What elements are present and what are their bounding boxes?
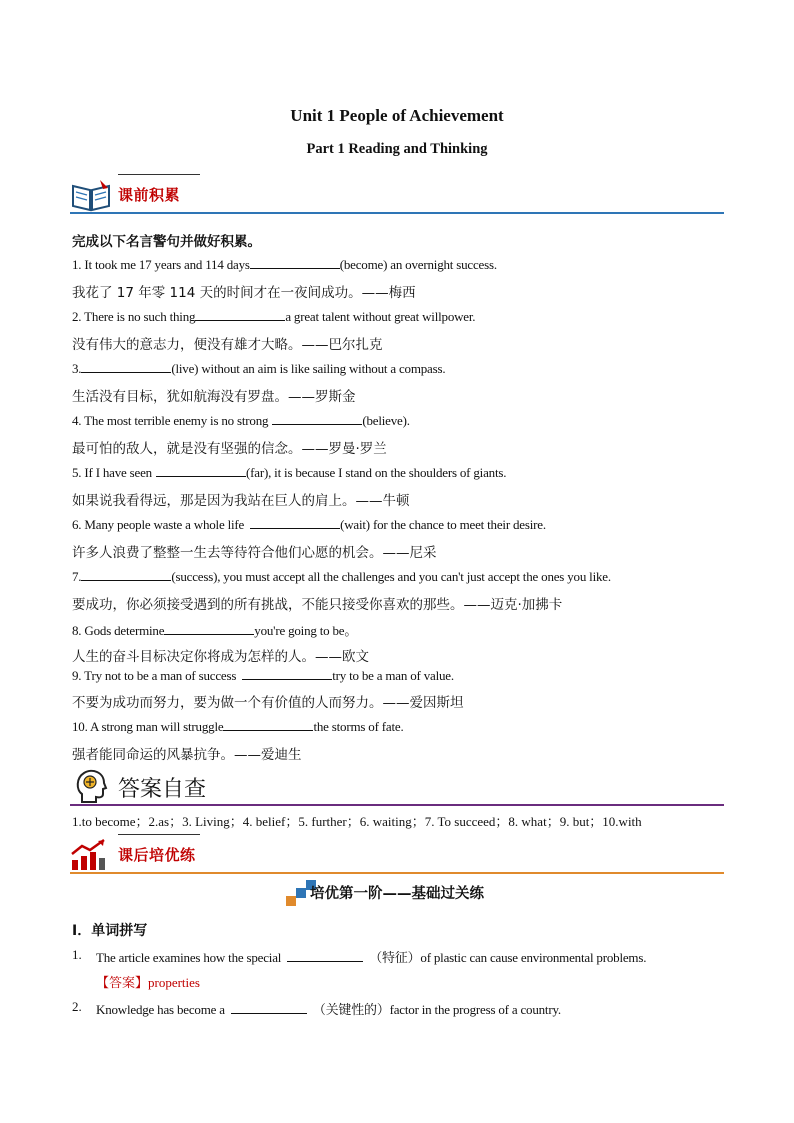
- quote-text: 5. If I have seen: [72, 465, 152, 480]
- answer-check-rule: [70, 804, 724, 806]
- answer-blank[interactable]: [81, 360, 171, 373]
- answer-blank[interactable]: [195, 308, 285, 321]
- quote-text: try to be a man of value.: [332, 668, 454, 683]
- exercise-subheading: I．单词拼写: [72, 923, 148, 939]
- quote-translation-7: 要成功，你必须接受遇到的所有挑战，不能只接受你喜欢的那些。——迈克·加拂卡: [72, 597, 563, 613]
- exercise-number: 1.: [72, 947, 82, 962]
- quote-translation-1: 我花了 17 年零 114 天的时间才在一夜间成功。——梅西: [72, 285, 416, 301]
- exercise-line-1: [96, 947, 646, 966]
- quote-translation-4: 最可怕的敌人，就是没有坚强的信念。——罗曼·罗兰: [72, 441, 387, 457]
- quote-text: you're going to be。: [254, 623, 358, 638]
- exercise-text: （关键性的）factor in the progress of a country.: [312, 1002, 561, 1017]
- quote-text: (wait) for the chance to meet their desire.: [340, 517, 546, 532]
- quote-text: 9. Try not to be a man of success: [72, 668, 237, 683]
- answer-blank[interactable]: [272, 412, 362, 425]
- section-label: 课前积累: [118, 186, 181, 204]
- quote-text: 1. It took me 17 years and 114 days: [72, 257, 250, 272]
- exercise-answer: 【答案】properties: [96, 975, 200, 990]
- exercise-text: The article examines how the special: [96, 950, 282, 965]
- quote-line-4: [72, 412, 410, 429]
- quote-text: the storms of fate.: [313, 719, 404, 734]
- tier-title: 培优第一阶——基础过关练: [310, 886, 484, 902]
- quote-text: 10. A strong man will struggle: [72, 719, 224, 734]
- quote-text: 2. There is no such thing: [72, 309, 196, 324]
- answer-blank[interactable]: [81, 568, 171, 581]
- thinking-head-icon: [72, 768, 108, 804]
- quote-translation-10: 强者能同命运的风暴抗争。——爱迪生: [72, 747, 302, 763]
- quote-translation-2: 没有伟大的意志力，便没有雄才大略。——巴尔扎克: [72, 337, 383, 353]
- heading-short-rule: [118, 834, 200, 835]
- quote-translation-8: 人生的奋斗目标决定你将成为怎样的人。——欧文: [72, 649, 369, 665]
- answer-blank[interactable]: [223, 718, 313, 731]
- answer-blank[interactable]: [287, 949, 363, 962]
- page-subtitle: Part 1 Reading and Thinking: [306, 141, 488, 157]
- quote-text: (live) without an aim is like sailing without a compass.: [171, 361, 446, 376]
- quote-translation-9: 不要为成功而努力，要为做一个有价值的人而努力。——爱因斯坦: [72, 695, 464, 711]
- quote-line-1: [72, 256, 497, 273]
- section-heading-pre-class: [70, 174, 724, 214]
- quote-line-2: [72, 308, 475, 325]
- answer-blank[interactable]: [156, 464, 246, 477]
- quote-line-10: [72, 718, 404, 735]
- quote-line-5: [72, 464, 506, 481]
- quote-text: a great talent without great willpower.: [285, 309, 476, 324]
- quote-line-9: [72, 667, 454, 684]
- quote-text: 6. Many people waste a whole life: [72, 517, 245, 532]
- answer-check-label: 答案自查: [118, 777, 207, 802]
- quote-line-3: [72, 360, 445, 377]
- exercise-text: Knowledge has become a: [96, 1002, 225, 1017]
- answer-blank[interactable]: [250, 516, 340, 529]
- quote-translation-3: 生活没有目标，犹如航海没有罗盘。——罗斯金: [72, 389, 356, 405]
- quote-translation-5: 如果说我看得远，那是因为我站在巨人的肩上。——牛顿: [72, 493, 410, 509]
- answer-check-heading: [70, 768, 724, 806]
- quote-text: (believe).: [362, 413, 410, 428]
- quote-text: (become) an overnight success.: [339, 257, 497, 272]
- section-heading-after-class: [70, 834, 724, 874]
- quote-text: 8. Gods determine: [72, 623, 165, 638]
- quote-text: 4. The most terrible enemy is no strong: [72, 413, 269, 428]
- quote-text: (far), it is because I stand on the shoulders of giants.: [245, 465, 507, 480]
- exercise-text: （特征）of plastic can cause environmental problems.: [369, 950, 647, 965]
- quote-line-6: [72, 516, 546, 533]
- section-label: 课后培优练: [118, 846, 196, 864]
- quote-translation-6: 许多人浪费了整整一生去等待符合他们心愿的机会。——尼采: [72, 545, 437, 561]
- exercise-number: 2.: [72, 999, 82, 1014]
- open-book-icon: [70, 178, 112, 212]
- quote-text: (success), you must accept all the challenges and you can't just accept the ones you like.: [171, 569, 611, 584]
- answer-blank[interactable]: [242, 667, 332, 680]
- answer-blank[interactable]: [164, 622, 254, 635]
- quote-text: 3.: [72, 361, 82, 376]
- section-rule: [70, 872, 724, 874]
- quote-line-8: [72, 620, 357, 639]
- answer-blank[interactable]: [231, 1001, 307, 1014]
- answer-key-text: 1.to become；2.as；3. Living；4. belief；5. further；6. waiting；7. To succeed；8. what；9. but；10.with: [72, 814, 642, 829]
- growth-chart-icon: [70, 838, 112, 872]
- answer-blank[interactable]: [250, 256, 340, 269]
- quote-text: 7.: [72, 569, 82, 584]
- instruction: 完成以下名言警句并做好积累。: [72, 234, 261, 250]
- heading-short-rule: [118, 174, 200, 175]
- page-title: Unit 1 People of Achievement: [290, 106, 504, 125]
- section-rule: [70, 212, 724, 214]
- exercise-line-2: [96, 999, 561, 1018]
- quote-line-7: [72, 568, 611, 585]
